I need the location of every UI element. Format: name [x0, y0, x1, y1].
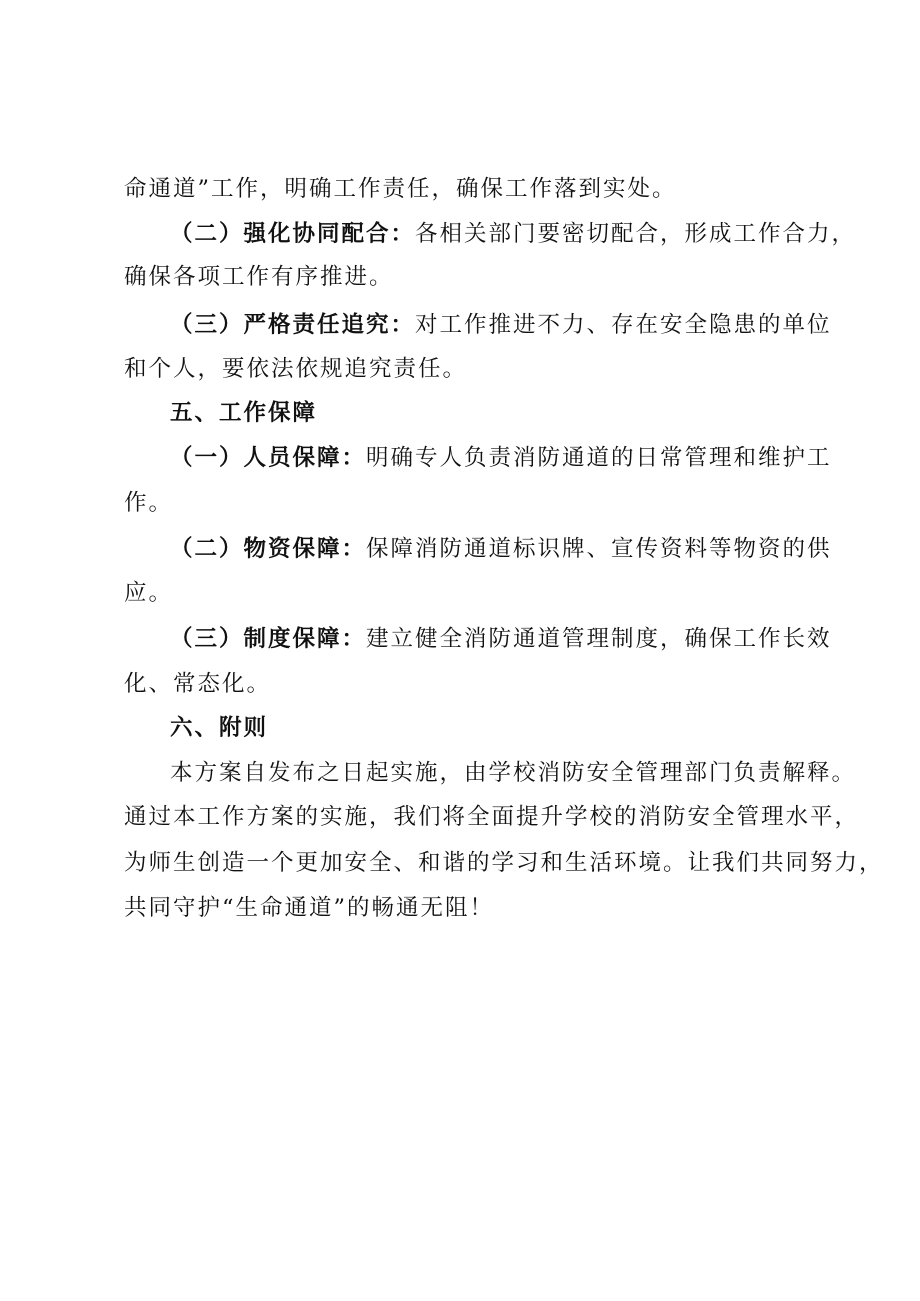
paragraph-materials: [170, 534, 832, 564]
paragraph-line: 应。: [124, 580, 174, 606]
paragraph-line: 确保各项工作有序推进。: [124, 264, 394, 290]
paragraph-text: 各相关部门要密切配合，形成工作合力，: [415, 221, 857, 247]
paragraph-line: 本方案自发布之日起实施，由学校消防安全管理部门负责解释。: [170, 760, 857, 786]
section-title: （二）物资保障：: [170, 536, 367, 562]
section-heading: 六、附则: [170, 715, 269, 741]
paragraph-text: 建立健全消防通道管理制度，确保工作长效: [366, 626, 832, 652]
paragraph-line: 和个人，要依法依规追究责任。: [124, 356, 468, 382]
paragraph-system: [170, 624, 832, 654]
section-title: （一）人员保障：: [170, 445, 367, 471]
paragraph-line: 通过本工作方案的实施，我们将全面提升学校的消防安全管理水平，: [124, 804, 860, 830]
section-title: （三）严格责任追究：: [170, 312, 416, 338]
paragraph-line: 命通道”工作，明确工作责任，确保工作落到实处。: [124, 176, 677, 202]
paragraph-line: 化、常态化。: [124, 671, 272, 697]
paragraph-text: 保障消防通道标识牌、宣传资料等物资的供: [366, 536, 832, 562]
paragraph-text: 对工作推进不力、存在安全隐患的单位: [415, 312, 832, 338]
paragraph-accountability: [170, 310, 832, 340]
section-heading: 五、工作保障: [170, 400, 318, 426]
paragraph-text: 明确专人负责消防通道的日常管理和维护工: [366, 445, 832, 471]
section-title: （三）制度保障：: [170, 626, 367, 652]
paragraph-line: 为师生创造一个更加安全、和谐的学习和生活环境。让我们共同努力，: [124, 850, 884, 876]
paragraph-personnel: [170, 443, 832, 473]
section-title: （二）强化协同配合：: [170, 221, 416, 247]
paragraph-line: 作。: [124, 490, 174, 516]
paragraph-coordination: [170, 219, 857, 249]
paragraph-line: 共同守护“生命通道”的畅通无阻！: [124, 895, 495, 921]
